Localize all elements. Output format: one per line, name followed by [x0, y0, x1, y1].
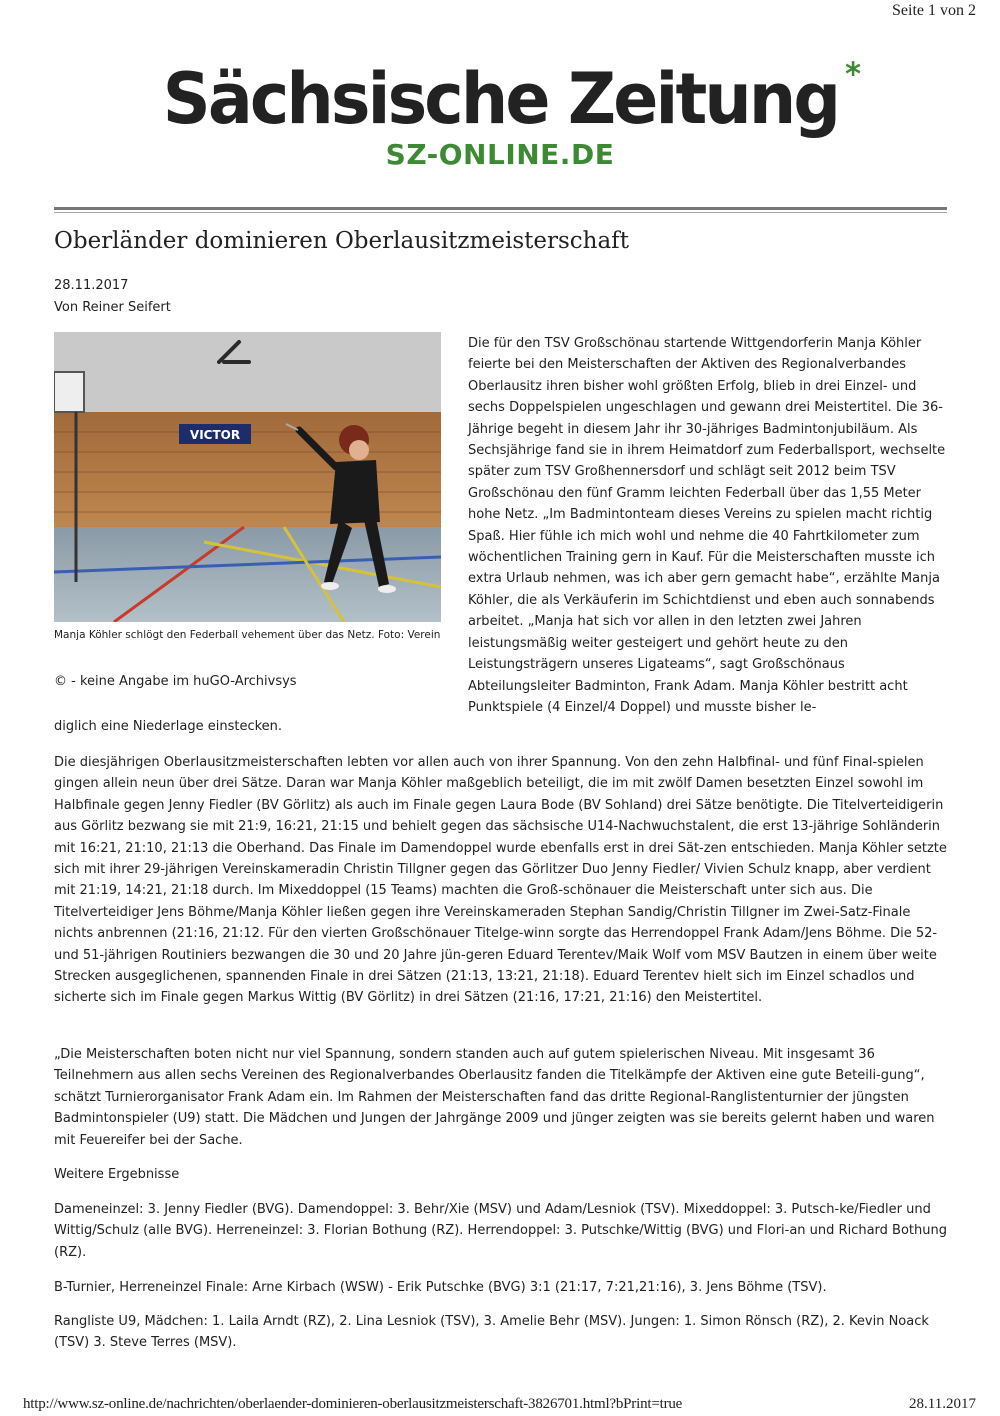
article-photo	[54, 332, 441, 622]
victor-banner-text: VICTOR	[189, 428, 241, 442]
article-paragraph: B-Turnier, Herreneinzel Finale: Arne Kirbach (WSW) - Erik Putschke (BVG) 3:1 (21:17, 7:21,21:16), 3. Jens Böhme (TSV).	[54, 1280, 827, 1295]
article-paragraph: Rangliste U9, Mädchen: 1. Laila Arndt (RZ), 2. Lina Lesniok (TSV), 3. Amelie Behr (MSV). Jungen: 1. Simon Rönsch (RZ), 2. Kevin Noack (TSV) 3. Steve Terres (MSV).	[54, 1314, 929, 1351]
article-author: Von Reiner Seifert	[54, 300, 171, 315]
article-intro-continued: diglich eine Niederlage einstecken.	[54, 719, 283, 734]
photo-copyright: © - keine Angabe im huGO-Archivsys	[54, 674, 297, 689]
page-counter: Seite 1 von 2	[892, 2, 976, 19]
print-footer-url[interactable]: http://www.sz-online.de/nachrichten/oberlaender-dominieren-oberlausitzmeisterschaft-3826701.html?bPrint=true	[23, 1396, 683, 1412]
article-paragraph: „Die Meisterschaften boten nicht nur viel Spannung, sondern standen auch auf gutem spielerischen Niveau. Mit insgesamt 36 Teilnehmern aus allen sechs Vereinen des Regionalverbandes Oberlausitz fanden die Titelkämpfe der Aktiven eine gute Beteili-gung“, schätzt Turnierorganisator Frank Adam ein. Im Rahmen der Meisterschaften fand das dritte Regional-Ranglistenturnier der jüngsten Badmintonspieler (U9) statt. Die Mädchen und Jungen der Jahrgänge 2009 und jünger zeigten was sie bereits gelernt haben und waren mit Feuereifer bei der Sache.	[54, 1047, 935, 1148]
article-headline: Oberländer dominieren Oberlausitzmeisterschaft	[54, 228, 629, 254]
results-heading: Weitere Ergebnisse	[54, 1167, 180, 1182]
article-date: 28.11.2017	[54, 278, 129, 293]
logo-star-icon: *	[844, 55, 861, 93]
logo-title: Sächsische Zeitung	[162, 58, 838, 140]
masthead-divider	[54, 207, 947, 210]
article-paragraph: Dameneinzel: 3. Jenny Fiedler (BVG). Damendoppel: 3. Behr/Xie (MSV) und Adam/Lesniok (TSV). Mixeddoppel: 3. Putsch-ke/Fiedler und Wittig/Schulz (alle BVG). Herreneinzel: 3. Florian Bothung (RZ). Herrendoppel: 3. Putschke/Wittig (BVG) und Flori-an und Richard Bothung (RZ).	[54, 1202, 947, 1260]
badminton-photo-icon	[54, 332, 441, 622]
article-paragraph: Die diesjährigen Oberlausitzmeisterschaften lebten vor allen auch von ihrer Spannung. Von den zehn Halbfinal- und fünf Final-spielen gingen allein neun über drei Sätze. Daran war Manja Köhler maßgeblich beteiligt, die im mit zwölf Damen besetzten Einzel sowohl im Halbfinale gegen Jenny Fiedler (BV Görlitz) als auch im Finale gegen Laura Bode (BV Sohland) drei Sätze benötigte. Die Titelverteidigerin aus Görlitz bezwang sie mit 21:9, 16:21, 21:15 und behielt gegen das sächsische U14-Nachwuchstalent, die erst 13-jährige Sohländerin mit 16:21, 21:10, 21:13 die Oberhand. Das Finale im Damendoppel wurde ebenfalls erst in drei Sät-zen entschieden. Manja Köhler setzte sich mit ihrer 29-jährigen Vereinskameradin Christin Tillgner gegen das Görlitzer Duo Jenny Fiedler/ Vivien Schulz knapp, aber verdient mit 21:19, 14:21, 21:18 durch. Im Mixeddoppel (15 Teams) machten die Groß-schönauer die Meisterschaft unter sich aus. Die Titelverteidiger Jens Böhme/Manja Köhler ließen gegen ihre Vereinskameraden Stephan Sandig/Christin Tillgner im Zwei-Satz-Finale nichts anbrennen (21:16, 21:12. Für den vierten Großschönauer Titelge-winn sorgte das Herrendoppel Frank Adam/Jens Böhme. Die 52- und 51-jährigen Routiniers bezwangen die 30 und 20 Jahre jün-geren Eduard Terentev/Maik Wolf vom MSV Bautzen in einem über weite Strecken ausgeglichenen, spannenden Finale in drei Sätzen (21:13, 13:21, 21:18). Eduard Terentev hielt sich im Einzel schadlos und sicherte sich im Finale gegen Markus Wittig (BV Görlitz) in drei Sätzen (21:16, 17:21, 21:16) den Meistertitel.	[54, 755, 947, 1006]
masthead-divider-thin	[54, 212, 947, 213]
newspaper-logo[interactable]	[162, 55, 861, 140]
article-intro: Die für den TSV Großschönau startende Wittgendorferin Manja Köhler feierte bei den Meisterschaften der Aktiven des Regionalverbandes Oberlausitz ihren bisher wohl größten Erfolg, blieb in drei Einzel- und sechs Doppelspielen ungeschlagen und gewann drei Meistertitel. Die 36-Jährige begeht in diesem Jahr ihr 30-jähriges Badmintonjubiläum. Als Sechsjährige fand sie in ihrem Heimatdorf zum Federballsport, wechselte später zum TSV Großhennersdorf und schlägt seit 2012 beim TSV Großschönau den fünf Gramm leichten Federball über das 1,55 Meter hohe Netz. „Im Badmintonteam dieses Vereins zu spielen macht richtig Spaß. Hier fühle ich mich wohl und nehme die 40 Fahrtkilometer zum wöchentlichen Training gern in Kauf. Für die Meisterschaften musste ich extra Urlaub nehmen, was ich aber gern gemacht habe“, erzählte Manja Köhler, die als Verkäuferin im Schichtdienst und eben auch sonnabends arbeitet. „Manja hat sich vor allen in den letzten zwei Jahren leistungsmäßig weiter gesteigert und gehört heute zu den Leistungsträgern unseres Ligateams“, sagt Großschönaus Abteilungsleiter Badminton, Frank Adam. Manja Köhler bestritt acht Punktspiele (4 Einzel/4 Doppel) und musste bisher le-	[468, 336, 946, 715]
site-url-logo[interactable]: SZ-ONLINE.DE	[385, 138, 615, 171]
masthead	[0, 55, 1000, 171]
photo-caption: Manja Köhler schlögt den Federball vehement über das Netz. Foto: Verein	[54, 629, 441, 641]
print-footer-date: 28.11.2017	[909, 1396, 976, 1412]
